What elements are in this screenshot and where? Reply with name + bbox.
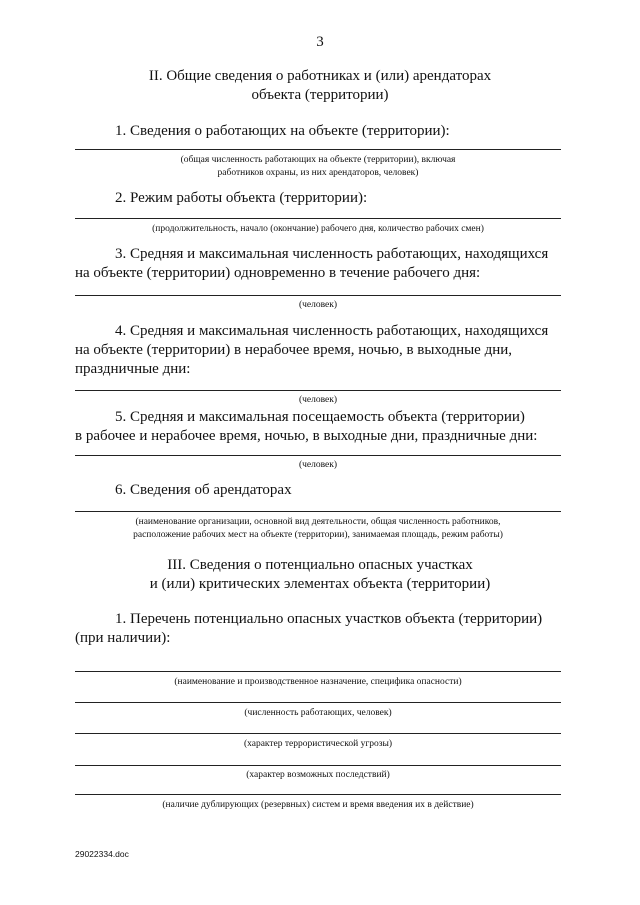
item-3-fill-line	[75, 295, 561, 296]
item-1-caption-line-2: работников охраны, из них арендаторов, человек)	[217, 168, 419, 178]
item-3-caption: (человек)	[298, 300, 338, 310]
item-5-fill-line	[75, 455, 561, 456]
item-4-caption: (человек)	[298, 395, 338, 405]
item-6-fill-line	[75, 511, 561, 512]
section-2-heading-line-2: объекта (территории)	[251, 87, 389, 103]
section-2-heading-line-1: II. Общие сведения о работниках и (или) арендаторах	[148, 68, 492, 84]
danger-zone-fill-line	[75, 671, 561, 672]
item-1-text: 1. Сведения о работающих на объекте (территории):	[115, 123, 450, 139]
threat-nature-fill-line	[75, 733, 561, 734]
page-number: 3	[316, 34, 324, 50]
consequences-caption: (характер возможных последствий)	[246, 770, 390, 780]
section-3-heading-line-2: и (или) критических элементах объекта (территории)	[149, 576, 491, 592]
item-5-caption: (человек)	[298, 460, 338, 470]
danger-zone-caption: (наименование и производственное назначение, специфика опасности)	[174, 677, 462, 687]
item-6-caption-line-2: расположение рабочих мест на объекте (территории), занимаемая площадь, режим работы)	[133, 530, 503, 540]
item-4-fill-line	[75, 390, 561, 391]
item-5-text-line-1: 5. Средняя и максимальная посещаемость объекта (территории)	[115, 409, 525, 425]
item-1-caption-line-1: (общая численность работающих на объекте (территории), включая	[180, 155, 456, 165]
item-4-text-line-2: на объекте (территории) в нерабочее время, ночью, в выходные дни,	[75, 342, 513, 358]
item-6-text: 6. Сведения об арендаторах	[115, 482, 292, 498]
threat-nature-caption: (характер террористической угрозы)	[243, 739, 393, 749]
workers-count-fill-line	[75, 702, 561, 703]
item-6-caption-line-1: (наименование организации, основной вид деятельности, общая численность работников,	[135, 517, 501, 527]
consequences-fill-line	[75, 765, 561, 766]
section-3-heading-line-1: III. Сведения о потенциально опасных участках	[167, 557, 473, 573]
item-5-text-line-2: в рабочее и нерабочее время, ночью, в выходные дни, праздничные дни:	[75, 428, 538, 444]
item-1-fill-line	[75, 149, 561, 150]
item-2-fill-line	[75, 218, 561, 219]
item-4-text-line-1: 4. Средняя и максимальная численность работающих, находящихся	[115, 323, 549, 339]
backup-systems-fill-line	[75, 794, 561, 795]
backup-systems-caption: (наличие дублирующих (резервных) систем и время введения их в действие)	[162, 800, 474, 810]
item-2-caption: (продолжительность, начало (окончание) рабочего дня, количество рабочих смен)	[152, 224, 484, 234]
item-4-text-line-3: праздничные дни:	[75, 361, 191, 377]
section-3-item-1-line-2: (при наличии):	[75, 630, 171, 646]
section-3-item-1-line-1: 1. Перечень потенциально опасных участков объекта (территории)	[115, 611, 543, 627]
item-3-text-line-2: на объекте (территории) одновременно в течение рабочего дня:	[75, 265, 481, 281]
workers-count-caption: (численность работающих, человек)	[244, 708, 392, 718]
item-2-text: 2. Режим работы объекта (территории):	[115, 190, 368, 206]
footer-filename: 29022334.doc	[75, 849, 129, 859]
item-3-text-line-1: 3. Средняя и максимальная численность работающих, находящихся	[115, 246, 549, 262]
